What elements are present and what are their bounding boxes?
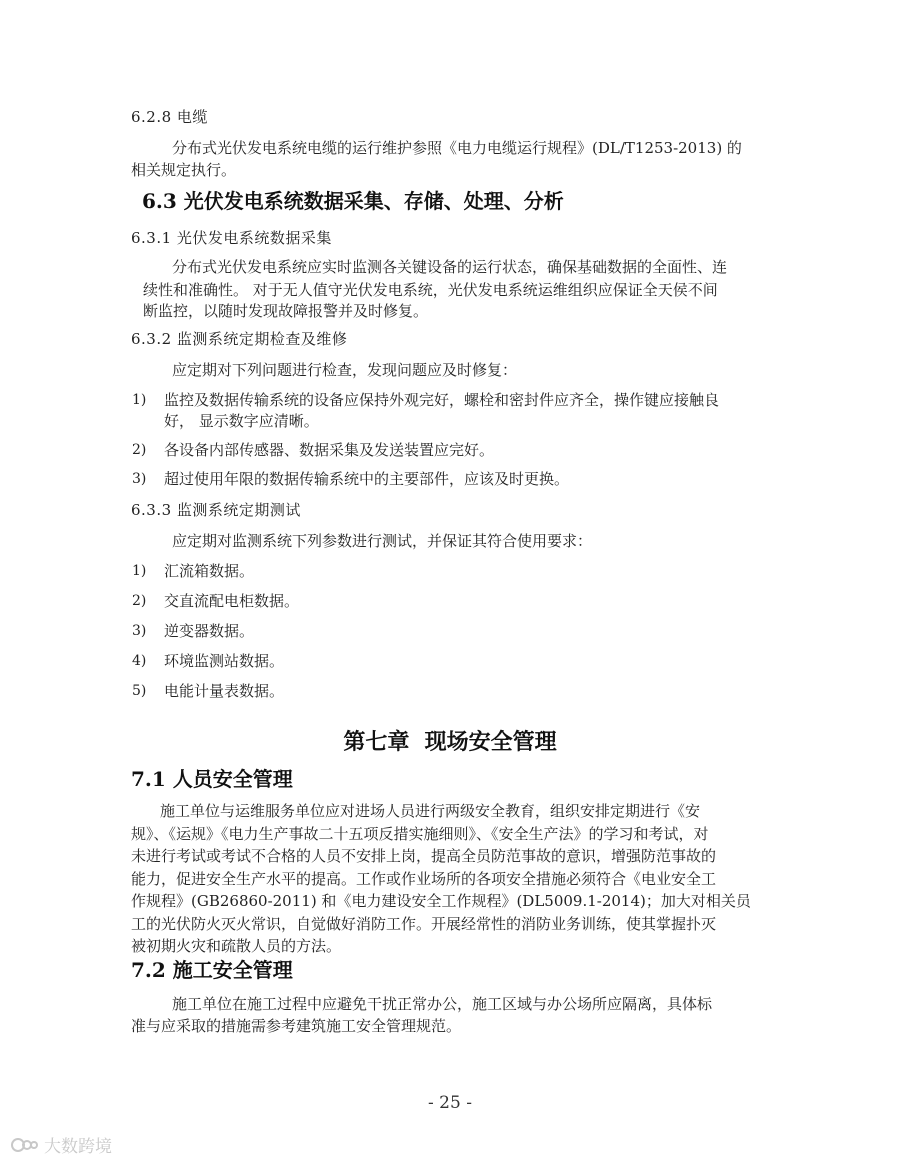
paragraph-line: 应定期对监测系统下列参数进行测试，并保证其符合使用要求： bbox=[172, 532, 593, 550]
section-heading-7-1: 7.1 人员安全管理 bbox=[131, 767, 293, 791]
list-number: 3) bbox=[132, 623, 147, 639]
watermark-text: 大数跨境 bbox=[44, 1137, 112, 1157]
page-number: - 25 - bbox=[428, 1093, 472, 1113]
section-heading-7-2: 7.2 施工安全管理 bbox=[131, 958, 293, 982]
list-item: 逆变器数据。 bbox=[164, 622, 255, 640]
paragraph-line: 被初期火灾和疏散人员的方法。 bbox=[131, 937, 342, 955]
paragraph-line: 工的光伏防火灭火常识，自觉做好消防工作。开展经常性的消防业务训练，使其掌握扑灭 bbox=[131, 915, 717, 933]
list-item: 汇流箱数据。 bbox=[164, 562, 255, 580]
watermark bbox=[10, 1132, 112, 1157]
list-item: 监控及数据传输系统的设备应保持外观完好，螺栓和密封件应齐全，操作键应接触良 bbox=[164, 391, 720, 409]
list-item: 好， 显示数字应清晰。 bbox=[164, 412, 319, 430]
paragraph-line: 能力，促进安全生产水平的提高。工作或作业场所的各项安全措施必须符合《电业安全工 bbox=[131, 870, 717, 888]
paragraph-line: 施工单位与运维服务单位应对进场人员进行两级安全教育，组织安排定期进行《安 bbox=[160, 802, 701, 820]
list-number: 4) bbox=[132, 653, 147, 669]
list-number: 1) bbox=[132, 563, 147, 579]
list-item: 各设备内部传感器、数据采集及发送装置应完好。 bbox=[164, 441, 495, 459]
paragraph-line: 分布式光伏发电系统电缆的运行维护参照《电力电缆运行规程》(DL/T1253-2013) 的 bbox=[172, 139, 742, 157]
list-item: 超过使用年限的数据传输系统中的主要部件，应该及时更换。 bbox=[164, 470, 570, 488]
paragraph-line: 分布式光伏发电系统应实时监测各关键设备的运行状态，确保基础数据的全面性、连 bbox=[172, 258, 728, 276]
list-number: 5) bbox=[132, 683, 147, 699]
section-heading-6-2-8: 6.2.8 电缆 bbox=[131, 108, 208, 126]
paragraph-line: 相关规定执行。 bbox=[131, 161, 237, 179]
list-number: 1) bbox=[132, 392, 147, 408]
chapter-title: 第七章 现场安全管理 bbox=[343, 729, 557, 755]
section-heading-6-3-3: 6.3.3 监测系统定期测试 bbox=[131, 501, 301, 519]
section-heading-6-3-1: 6.3.1 光伏发电系统数据采集 bbox=[131, 229, 332, 247]
paragraph-line: 未进行考试或考试不合格的人员不安排上岗，提高全员防范事故的意识，增强防范事故的 bbox=[131, 847, 717, 865]
list-number: 3) bbox=[132, 471, 147, 487]
paragraph-line: 作规程》(GB26860-2011) 和《电力建设安全工作规程》(DL5009.1-2014)；加大对相关员 bbox=[131, 892, 751, 910]
paragraph-line: 续性和准确性。 对于无人值守光伏发电系统，光伏发电系统运维组织应保证全天侯不间 bbox=[143, 281, 718, 299]
list-item: 交直流配电柜数据。 bbox=[164, 592, 300, 610]
logo-icon bbox=[10, 1135, 40, 1155]
list-number: 2) bbox=[132, 442, 147, 458]
section-heading-6-3: 6.3 光伏发电系统数据采集、存储、处理、分析 bbox=[142, 189, 564, 213]
list-number: 2) bbox=[132, 593, 147, 609]
paragraph-line: 断监控，以随时发现故障报警并及时修复。 bbox=[143, 302, 429, 320]
list-item: 环境监测站数据。 bbox=[164, 652, 285, 670]
section-heading-6-3-2: 6.3.2 监测系统定期检查及维修 bbox=[131, 330, 348, 348]
list-item: 电能计量表数据。 bbox=[164, 682, 285, 700]
paragraph-line: 准与应采取的措施需参考建筑施工安全管理规范。 bbox=[131, 1017, 462, 1035]
paragraph-line: 施工单位在施工过程中应避免干扰正常办公，施工区域与办公场所应隔离，具体标 bbox=[172, 995, 713, 1013]
paragraph-line: 规》、《运规》《电力生产事故二十五项反措实施细则》、《安全生产法》的学习和考试，对 bbox=[131, 825, 709, 843]
paragraph-line: 应定期对下列问题进行检查，发现问题应及时修复： bbox=[172, 361, 518, 379]
